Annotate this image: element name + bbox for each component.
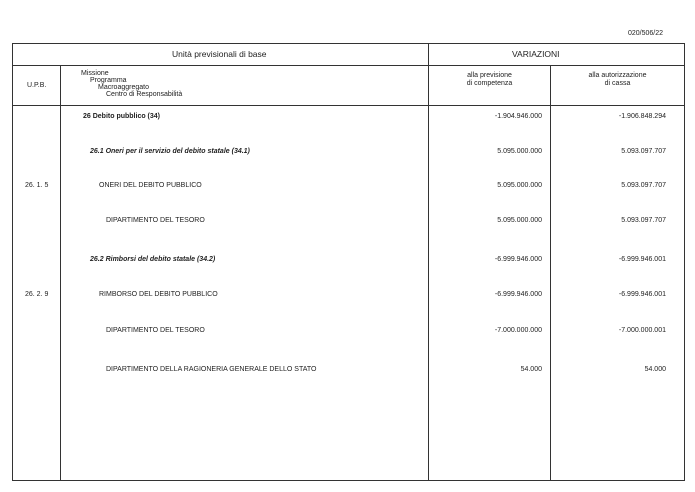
header-variazioni: VARIAZIONI	[512, 49, 560, 59]
row-competenza: -1.904.946.000	[494, 113, 542, 120]
row-description: RIMBORSO DEL DEBITO PUBBLICO	[99, 291, 218, 298]
row-cassa: 54.000	[644, 366, 666, 373]
row-competenza: 5.095.000.000	[497, 217, 542, 224]
row-cassa: -1.906.848.294	[618, 113, 666, 120]
row-description: DIPARTIMENTO DEL TESORO	[106, 217, 205, 224]
row-description: 26.2 Rimborsi del debito statale (34.2)	[90, 256, 216, 263]
row-cassa: 5.093.097.707	[621, 148, 666, 155]
row-competenza: 5.095.000.000	[497, 148, 542, 155]
row-description: DIPARTIMENTO DEL TESORO	[106, 327, 205, 334]
row-cassa: 5.093.097.707	[621, 217, 666, 224]
cassa-column-divider	[550, 65, 551, 481]
header-competenza	[429, 72, 550, 87]
header-cassa	[551, 72, 684, 87]
row-upb-code: 26. 1. 5	[25, 182, 49, 189]
header-title: Unità previsionali di base	[172, 49, 267, 59]
header-macroaggregato: Macroaggregato	[98, 84, 149, 91]
page-reference: 020/506/22	[628, 30, 664, 37]
row-competenza: -6.999.946.000	[494, 291, 542, 298]
row-description: ONERI DEL DEBITO PUBBLICO	[99, 182, 202, 189]
header-missione: Missione	[81, 70, 109, 77]
header-upb: U.P.B.	[27, 82, 47, 89]
header-cassa-line1: alla autorizzazione	[588, 72, 647, 79]
row-competenza: -6.999.946.000	[494, 256, 542, 263]
variazioni-column-divider	[428, 43, 429, 481]
table-bottom-border	[12, 480, 685, 481]
row-cassa: 5.093.097.707	[621, 182, 666, 189]
row-upb-code: 26. 2. 9	[25, 291, 49, 298]
header-divider	[12, 65, 685, 66]
row-description: DIPARTIMENTO DELLA RAGIONERIA GENERALE DELLO STATO	[106, 366, 317, 373]
header-bottom-border	[12, 105, 685, 106]
row-cassa: -6.999.946.001	[618, 291, 666, 298]
row-cassa: -6.999.946.001	[618, 256, 666, 263]
header-programma: Programma	[90, 77, 127, 84]
table-right-border	[684, 43, 685, 481]
row-competenza: 5.095.000.000	[497, 182, 542, 189]
table-left-border	[12, 43, 13, 481]
upb-column-divider	[60, 65, 61, 481]
header-centro-responsabilita: Centro di Responsabilità	[106, 91, 183, 98]
row-description: 26.1 Oneri per il servizio del debito statale (34.1)	[90, 148, 250, 155]
row-cassa: -7.000.000.001	[618, 327, 666, 334]
header-cassa-line2: di cassa	[604, 80, 631, 87]
header-competenza-line2: di competenza	[466, 80, 513, 87]
table-top-border	[12, 43, 685, 44]
row-competenza: -7.000.000.000	[494, 327, 542, 334]
row-competenza: 54.000	[520, 366, 542, 373]
header-competenza-line1: alla previsione	[467, 72, 512, 79]
row-description: 26 Debito pubblico (34)	[83, 113, 161, 120]
